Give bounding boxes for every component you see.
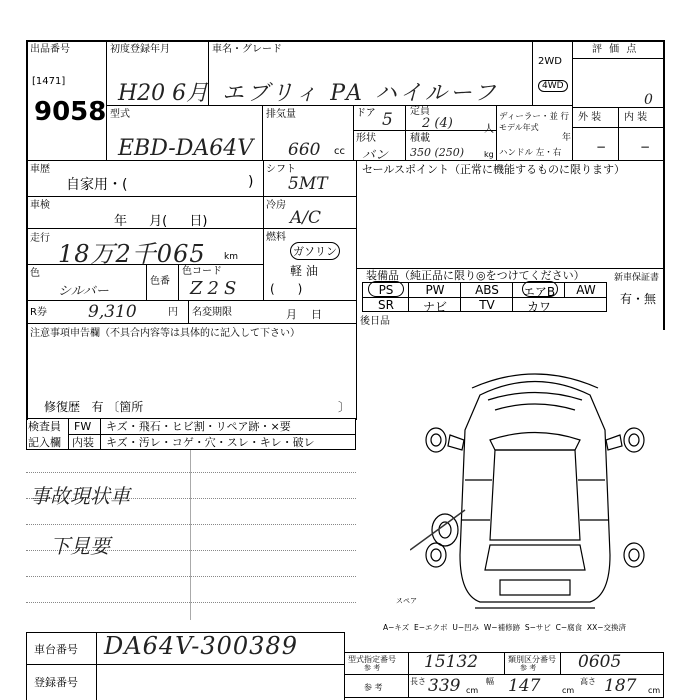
v-eq3 [512, 282, 513, 312]
color-code-value: Z2S [190, 278, 242, 299]
frame-left [26, 40, 28, 420]
interior-value: − [640, 140, 651, 154]
footer-ref-label: 参 考 [364, 683, 383, 692]
history-value: 自家用・( [66, 177, 128, 193]
new-car-value: 有・無 [620, 292, 657, 306]
model-label: 型式 [110, 109, 130, 120]
displacement-label: 排気量 [266, 109, 296, 120]
shape-label: 形状 [356, 133, 376, 144]
shift-label: シフト [266, 164, 296, 175]
exterior-label: 外 装 [578, 112, 602, 123]
new-car-label: 新車保証書 [614, 273, 660, 283]
length-value: 339 [428, 676, 461, 696]
height-unit: cm [648, 686, 661, 695]
note-accident: 事故現状車 [30, 484, 130, 508]
v-displacement [262, 105, 263, 160]
equip-tv: TV [479, 298, 495, 312]
footer-mid [26, 664, 344, 665]
v-colorno [146, 264, 147, 300]
fuel-diesel: 軽 油 [290, 264, 318, 278]
fuel-gas-circled: ガソリン [290, 242, 340, 260]
door-value: 5 [382, 110, 393, 130]
length-unit: cm [466, 686, 479, 695]
equip-leather: カワ [526, 300, 551, 314]
lot-sub: [1471] [32, 76, 66, 87]
displacement-unit: cc [334, 146, 345, 157]
chassis-value: DA64V-300389 [104, 632, 298, 660]
shape-value: バン [362, 148, 389, 163]
history-close: ) [248, 174, 254, 190]
note-line-3 [26, 524, 356, 525]
ac-value: A/C [290, 208, 322, 228]
v-door [353, 105, 354, 160]
score-value: 0 [644, 92, 653, 108]
v-dealer [496, 105, 497, 160]
lot-number: 9058 [34, 97, 107, 127]
name-value: エブリィ PA ハイルーフ [222, 81, 499, 106]
dealer-label: ディーラー・並 行 [499, 112, 570, 122]
repair-label: 修復歴 有 〔箇所 [44, 400, 144, 414]
fuel-label: 燃料 [266, 232, 286, 243]
equipment-label: 装備品（純正品に限り◎をつけてください） [366, 269, 585, 282]
h-score [572, 58, 664, 59]
type-no-label: 型式指定番号 [348, 655, 396, 664]
width-unit: cm [562, 686, 575, 695]
v-shift [263, 160, 264, 300]
chassis-label: 車台番号 [34, 643, 78, 656]
note-preview: 下見要 [50, 534, 110, 558]
v-sales [356, 160, 357, 420]
load-unit: kg [484, 150, 494, 159]
shift-value: 5MT [288, 174, 328, 194]
handle-label: ハンドル 左・右 [499, 148, 562, 158]
equip-ps: PS [378, 283, 394, 297]
fuel-paren: ( ) [270, 282, 303, 296]
inspection-value: 年 月( 日) [114, 214, 208, 229]
v-notes-divider [190, 450, 191, 620]
recycle-value: 9,310 [88, 302, 137, 322]
after-label: 後日品 [360, 316, 390, 327]
name-change-label: 名変期限 [192, 307, 232, 318]
recycle-unit: 円 [168, 307, 178, 318]
equip-ps-circle [368, 281, 404, 297]
footer-spec-mid [344, 674, 664, 675]
equip-sr: SR [378, 298, 394, 312]
footer-spec-v3 [560, 652, 561, 674]
equip-airbag-circle [522, 281, 558, 297]
v-namechange [188, 300, 189, 323]
model-year-suffix: 年 [562, 133, 572, 143]
equip-pw: PW [425, 283, 445, 297]
v-eq2 [460, 282, 461, 312]
length-label: 長さ [410, 677, 426, 686]
color-no-label: 色番 [150, 276, 170, 287]
mileage-label: 走行 [30, 233, 50, 244]
v-eq1 [408, 282, 409, 312]
type-no-value: 15132 [424, 652, 479, 672]
equip-airbag: エアB [522, 285, 556, 299]
h-history [26, 196, 356, 197]
interior-insp-label: 内装 [72, 436, 94, 449]
fw-label: FW [74, 420, 92, 433]
note-line-1 [26, 472, 356, 473]
inspector-label2: 記入欄 [28, 436, 61, 449]
equip-aw: AW [576, 283, 596, 297]
class-no-label: 類別区分番号 [508, 655, 556, 664]
car-diagram [410, 370, 660, 615]
repair-close: 〕 [338, 400, 351, 414]
interior-insp-text: キズ・汚レ・コゲ・穴・スレ・キレ・破レ [106, 436, 315, 449]
notes-label: 注意事項申告欄（不具合内容等は具体的に記入して下さい） [30, 328, 300, 339]
capacity-label: 定員 [410, 106, 430, 117]
h-recycle [26, 323, 356, 324]
color-value: シルバー [58, 284, 109, 299]
frame-top [26, 40, 664, 42]
exterior-value: − [596, 140, 607, 154]
reg-no-label: 登録番号 [34, 676, 78, 689]
score-label: 評 価 点 [592, 44, 639, 55]
mileage-unit: km [224, 252, 238, 262]
recycle-label: R券 [30, 307, 47, 318]
footer-left [26, 632, 27, 700]
fw-text: キズ・飛石・ヒビ割・リペア跡・×要 [106, 420, 291, 433]
load-label: 積載 [410, 133, 430, 144]
reg-label: 初度登録年月 [110, 44, 170, 55]
reg-value: H20 6月 [118, 81, 209, 106]
height-value: 187 [604, 676, 637, 696]
capacity-value: 2 (4) [422, 116, 453, 131]
inspection-label: 車検 [30, 200, 50, 211]
mileage-value: 18万2千065 [58, 240, 206, 268]
type-ref-label: 参 考 [364, 664, 381, 672]
spare-label: スペア [396, 597, 417, 605]
equip-navi: ナビ [422, 300, 447, 314]
footer-spec-v2 [504, 652, 505, 674]
v-eq4 [564, 282, 565, 297]
class-ref-label: 参 考 [520, 664, 537, 672]
frame-right-top [663, 40, 665, 330]
door-label: ドア [356, 108, 376, 119]
v-score [618, 107, 619, 160]
v-capacity [405, 105, 406, 160]
legend-text: A−キズ E−エクボ U−凹み W−補修跡 S−サビ C−腐食 XX−交換済 [383, 623, 626, 632]
class-no-value: 0605 [578, 652, 622, 672]
displacement-value: 660 [288, 140, 321, 160]
width-value: 147 [508, 676, 541, 696]
width-label: 幅 [486, 677, 494, 686]
lot-label: 出品番号 [30, 44, 70, 55]
height-label: 高さ [580, 677, 596, 686]
note-line-6 [26, 602, 356, 603]
load-value: 350 (250) [410, 146, 465, 159]
h-insp [68, 434, 356, 435]
model-value: EBD-DA64V [118, 136, 254, 161]
drive-4wd-circled: 4WD [538, 80, 568, 92]
name-change-value: 月 日 [286, 308, 322, 321]
note-line-5 [26, 576, 356, 577]
h-color [26, 300, 356, 301]
color-code-label: 色コード [182, 266, 222, 277]
v-colorcode [178, 264, 179, 300]
drive-2wd: 2WD [538, 56, 562, 67]
name-label: 車名・グレード [212, 44, 282, 55]
v-drive [532, 40, 533, 105]
color-label: 色 [30, 268, 40, 279]
ac-label: 冷房 [266, 200, 286, 211]
interior-label: 内 装 [624, 112, 648, 123]
sales-point-label: セールスポイント（正常に機能するものに限ります） [362, 163, 626, 176]
model-year-label: モデル年式 [499, 123, 539, 132]
equip-abs: ABS [475, 283, 499, 297]
footer-v1 [96, 632, 97, 700]
footer-spec-v1 [408, 652, 409, 698]
capacity-unit: 人 [484, 124, 494, 135]
inspector-label1: 検査員 [28, 420, 61, 433]
history-label: 車歴 [30, 164, 50, 175]
